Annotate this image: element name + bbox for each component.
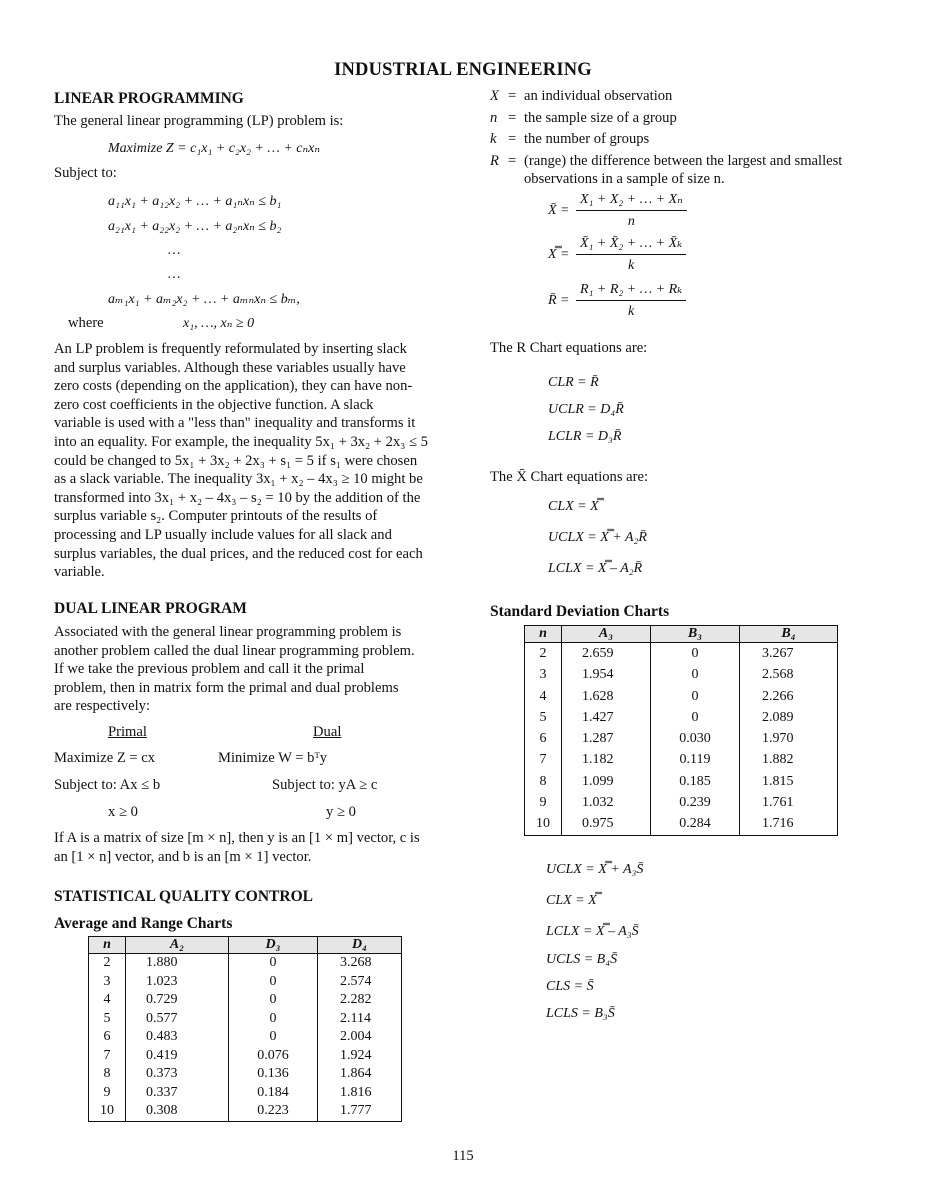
table-row — [89, 1084, 402, 1103]
table-cell: 1.032 — [562, 792, 651, 813]
table-cell: 0 — [651, 707, 740, 728]
table-cell: 0.729 — [126, 991, 229, 1010]
x-chart-ucl: UCLX = X̿ + A₂R̄ — [548, 530, 647, 545]
table-cell: 2.004 — [340, 1029, 372, 1044]
x-chart-cl: CLX = X̿ — [548, 499, 599, 514]
col-d3: D₃ — [229, 937, 318, 954]
lp-subject-to: Subject to: — [54, 165, 117, 181]
s-ucl-x: UCLX = X̿ + A₃S̄ — [546, 862, 644, 877]
table-cell: 1.882 — [762, 752, 794, 768]
table-cell: 0 — [229, 1028, 318, 1047]
col-n: n — [89, 937, 126, 954]
table-cell: 0.284 — [651, 813, 740, 835]
table-row — [89, 1065, 402, 1084]
table-cell: 5 — [525, 707, 562, 728]
lp-heading: LINEAR PROGRAMMING — [54, 90, 244, 107]
dual-paragraph: Associated with the general linear programming problem is another problem called the dual linear programming problem. If we take the previous problem and call it the primal problem, then in matrix form the primal and dual problems are respectively: — [54, 624, 415, 715]
grand-mean: X̿ = $\frac{\text{X̄₁ + X̄₂ + … + X̄ₖ}}{k}$ — [548, 235, 686, 274]
table-cell: 2 — [525, 643, 562, 665]
table-cell: 1.716 — [762, 816, 794, 832]
s-ucl-s: UCLS = B₄S̄ — [546, 952, 618, 967]
s-cl-x: CLX = X̿ — [546, 893, 597, 908]
table-cell: 1.182 — [562, 749, 651, 770]
table-cell: 1.099 — [562, 771, 651, 792]
lp-constraint-m: aₘ₁x₁ + aₘ₂x₂ + … + aₘₙxₙ ≤ bₘ, — [108, 292, 300, 307]
lp-ellipsis-1: … — [168, 243, 181, 258]
avg-range-table — [88, 936, 402, 1122]
col-b3: B₃ — [651, 626, 740, 643]
table-cell: 1.815 — [762, 773, 794, 789]
table-cell: 0.136 — [229, 1065, 318, 1084]
table-cell: 0.337 — [126, 1084, 229, 1103]
table-row — [89, 973, 402, 992]
table-row — [525, 792, 838, 813]
table-cell: 1.628 — [562, 686, 651, 707]
table-cell: 1.880 — [126, 954, 229, 973]
table-cell: 1.816 — [340, 1084, 372, 1100]
lp-where-label: where — [68, 315, 104, 331]
dual-heading: DUAL LINEAR PROGRAM — [54, 600, 247, 617]
table-cell: 0.577 — [126, 1010, 229, 1029]
table-cell: 7 — [89, 1047, 126, 1066]
avg-range-heading: Average and Range Charts — [54, 915, 233, 932]
table-cell: 1.023 — [126, 973, 229, 992]
table-cell: 0.119 — [651, 749, 740, 770]
table-cell: 0 — [651, 643, 740, 665]
page-title: INDUSTRIAL ENGINEERING — [334, 60, 592, 80]
s-cl-s: CLS = S̄ — [546, 979, 594, 994]
table-cell: 0.373 — [126, 1065, 229, 1084]
primal-nonneg: x ≥ 0 — [108, 804, 138, 820]
table-cell: 4 — [89, 991, 126, 1010]
r-chart-cl: CLR = R̄ — [548, 375, 599, 390]
table-cell: 1.924 — [340, 1047, 372, 1063]
table-cell: 2.568 — [762, 667, 794, 683]
table-cell: 1.427 — [562, 707, 651, 728]
s-lcl-x: LCLX = X̿ – A₃S̄ — [546, 924, 639, 939]
dual-closing: If A is a matrix of size [m × n], then y is an [1 × m] vector, c is an [1 × n] vector, and b is an [m × 1] vector. — [54, 830, 420, 865]
table-cell: 0 — [229, 991, 318, 1010]
table-row — [89, 1047, 402, 1066]
lp-nonneg: x₁, …, xₙ ≥ 0 — [183, 316, 255, 331]
col-b4: B₄ — [740, 626, 838, 643]
r-chart-ucl: UCLR = D₄R̄ — [548, 402, 624, 417]
primal-constraint: Subject to: Ax ≤ b — [54, 777, 161, 793]
col-a2: A₂ — [126, 937, 229, 954]
table-row — [89, 1010, 402, 1029]
table-row — [525, 728, 838, 749]
table-cell: 0.184 — [229, 1084, 318, 1103]
primal-label: Primal — [108, 724, 147, 740]
primal-objective: Maximize Z = cx — [54, 750, 156, 766]
table-cell: 9 — [525, 792, 562, 813]
definitions: X = an individual observation n = the sample size of a group k = the number of groups R = (range) the difference between the largest and smallest observations in a sample of size n. — [490, 88, 843, 188]
table-cell: 0.185 — [651, 771, 740, 792]
table-row — [525, 686, 838, 707]
mean-range: R̄ = $\frac{\text{R₁ + R₂ + … + Rₖ}}{k}$ — [548, 281, 686, 320]
table-cell: 0.030 — [651, 728, 740, 749]
lp-objective: Maximize Z = c₁x₁ + c₂x₂ + … + cₙxₙ — [108, 141, 321, 156]
dual-label: Dual — [313, 724, 342, 740]
table-cell: 0.419 — [126, 1047, 229, 1066]
table-row — [525, 664, 838, 685]
table-cell: 3 — [89, 973, 126, 992]
table-cell: 2 — [89, 954, 126, 973]
lp-constraint-1: a₁₁x₁ + a₁₂x₂ + … + a₁ₙxₙ ≤ b₁ — [108, 194, 282, 209]
col-d4: D₄ — [318, 937, 402, 954]
table-cell: 1.954 — [562, 664, 651, 685]
table-cell: 2.266 — [762, 688, 794, 704]
table-cell: 8 — [89, 1065, 126, 1084]
table-cell: 9 — [89, 1084, 126, 1103]
table-cell: 3.267 — [762, 646, 794, 661]
table-cell: 0 — [229, 973, 318, 992]
table-cell: 5 — [89, 1010, 126, 1029]
lp-ellipsis-2: … — [168, 267, 181, 282]
table-cell: 0.239 — [651, 792, 740, 813]
table-cell: 0.975 — [562, 813, 651, 835]
table-cell: 0 — [229, 1010, 318, 1029]
table-row — [89, 991, 402, 1010]
table-cell: 1.970 — [762, 731, 794, 747]
sqc-heading: STATISTICAL QUALITY CONTROL — [54, 888, 313, 905]
r-chart-intro: The R Chart equations are: — [490, 340, 648, 356]
table-cell: 0.076 — [229, 1047, 318, 1066]
table-cell: 10 — [525, 813, 562, 835]
s-lcl-s: LCLS = B₃S̄ — [546, 1006, 615, 1021]
r-chart-lcl: LCLR = D₃R̄ — [548, 429, 622, 444]
sd-table — [524, 625, 838, 836]
table-cell: 0.308 — [126, 1102, 229, 1121]
table-cell: 6 — [525, 728, 562, 749]
table-row — [525, 771, 838, 792]
table-cell: 7 — [525, 749, 562, 770]
table-cell: 6 — [89, 1028, 126, 1047]
table-cell: 4 — [525, 686, 562, 707]
table-cell: 1.287 — [562, 728, 651, 749]
dual-nonneg: y ≥ 0 — [326, 804, 356, 820]
x-chart-intro: The X̄ Chart equations are: — [490, 469, 649, 485]
table-row — [89, 1102, 402, 1121]
table-cell: 2.089 — [762, 709, 794, 725]
table-row — [525, 643, 838, 665]
page-number: 115 — [452, 1148, 474, 1164]
table-cell: 1.761 — [762, 795, 794, 811]
table-row — [525, 813, 838, 835]
col-n: n — [525, 626, 562, 643]
table-cell: 3 — [525, 664, 562, 685]
table-cell: 0.223 — [229, 1102, 318, 1121]
mean-x-bar: X̄ = $\frac{\text{X₁ + X₂ + … + Xₙ}}{n}$ — [548, 191, 687, 230]
table-cell: 0.483 — [126, 1028, 229, 1047]
sd-heading: Standard Deviation Charts — [490, 603, 670, 620]
table-cell: 3.268 — [340, 955, 372, 970]
table-row — [89, 1028, 402, 1047]
table-cell: 2.659 — [562, 643, 651, 665]
lp-paragraph: An LP problem is frequently reformulated by inserting slack and surplus variables. Although these variables usually have zero costs (depending on the application), they can have non- zero cost coefficients in the objective function. A slack variable is used with a "less than" inequality and transforms it into an equality. For example, the inequality 5x₁ + 3x₂ + 2x₃ ≤ 5 could be changed to 5x₁ + 3x₂ + 2x₃ + s₁ = 5 if s₁ were chosen as a slack variable. The inequality 3x₁ + x₂ – 4x₃ ≥ 10 might be transformed into 3x₁ + x₂ – 4x₃ – s₂ = 10 by the addition of the surplus variable s₂. Computer printouts of the results of processing and LP usually include values for all slack and surplus variables, the dual prices, and the reduced cost for each variable. — [54, 341, 428, 581]
table-cell: 1.864 — [340, 1066, 372, 1081]
table-row — [89, 954, 402, 973]
dual-constraint: Subject to: yA ≥ c — [272, 777, 378, 793]
table-cell: 0 — [651, 686, 740, 707]
table-cell: 2.574 — [340, 973, 372, 989]
table-cell: 2.282 — [340, 992, 372, 1007]
table-cell: 8 — [525, 771, 562, 792]
table-row — [525, 749, 838, 770]
dual-objective: Minimize W = bᵀy — [218, 750, 328, 766]
col-a3: A₃ — [562, 626, 651, 643]
table-row — [525, 707, 838, 728]
lp-intro: The general linear programming (LP) problem is: — [54, 113, 344, 129]
table-cell: 2.114 — [340, 1010, 371, 1026]
table-cell: 0 — [651, 664, 740, 685]
table-cell: 10 — [89, 1102, 126, 1121]
table-cell: 0 — [229, 954, 318, 973]
table-cell: 1.777 — [340, 1103, 372, 1118]
x-chart-lcl: LCLX = X̿ – A₂R̄ — [548, 561, 643, 576]
lp-constraint-2: a₂₁x₁ + a₂₂x₂ + … + a₂ₙxₙ ≤ b₂ — [108, 219, 282, 234]
